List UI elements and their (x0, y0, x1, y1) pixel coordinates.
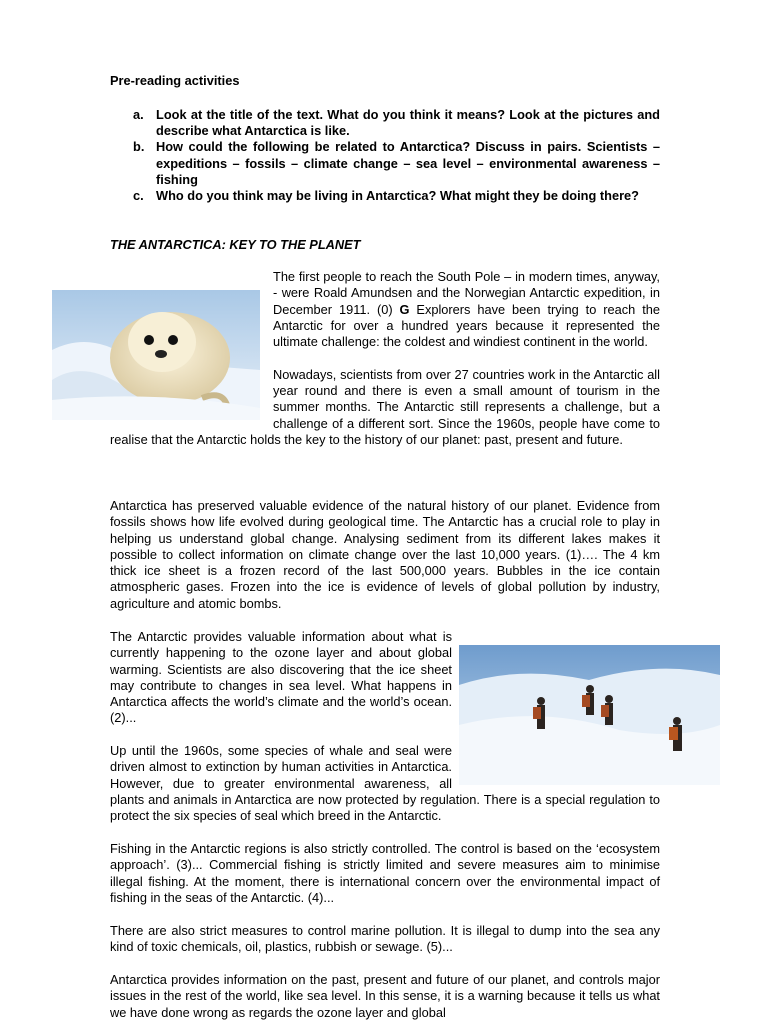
activity-marker: a. (133, 107, 144, 122)
image-spacer (452, 645, 660, 790)
article-title: THE ANTARCTICA: KEY TO THE PLANET (110, 237, 361, 252)
activity-marker: b. (133, 139, 145, 155)
paragraph-text: Explorers have been trying to reach the Antarctic for over a hundred years because it represented the ultimate challenge: the coldest and windiest continent in the world. (273, 301, 660, 350)
paragraph-3: Antarctica has preserved valuable evidence of the natural history of our planet. Evidence from fossils shows how life evolved during geological time. The Antarctic has a crucial role to play in helping us understand global change. Analysing sediment from its different lakes makes it possible to collect information on climate change over the last 10,000 years. (1)…. The 4 km thick ice sheet is a frozen record of the last 500,000 years. Bubbles in the ice contain atmospheric gases. Frozen into the ice is evidence of levels of global pollution by industry, agriculture and atomic bombs. (110, 498, 660, 611)
activity-text: How could the following be related to Antarctica? Discuss in pairs. Scientists – expeditions – fossils – climate change – sea level – environmental awareness – fishing (156, 139, 660, 187)
heading: Pre-reading activities (110, 73, 240, 88)
paragraph-7: There are also strict measures to control marine pollution. It is illegal to dump into the sea any kind of toxic chemicals, oil, plastics, rubbish or sewage. (5)... (110, 923, 660, 955)
image-spacer (110, 283, 273, 422)
activity-text: Who do you think may be living in Antarctica? What might they be doing there? (156, 188, 639, 204)
paragraph-6: Fishing in the Antarctic regions is also strictly controlled. The control is based on the ‘ecosystem approach’. (3)... Commercial fishing is strictly limited and severe measures aim to minimise illegal fishing. At the moment, there is international concern over the environmental impact of fishing in the seas of the Antarctic. (4)... (110, 841, 660, 905)
activity-marker: c. (133, 188, 144, 204)
paragraph-4-5 (110, 629, 660, 825)
paragraph-1 (110, 269, 660, 448)
activity-text: Look at the title of the text. What do you think it means? Look at the pictures and describe what Antarctica is like. (156, 107, 660, 139)
paragraph-text: The first people to reach the South Pole – in modern times, anyway, - were Roald Amundsen and the Norwegian Antarctic expedition, in December 1911. (0) (273, 269, 660, 317)
paragraph-8: Antarctica provides information on the past, present and future of our planet, and controls major issues in the rest of the world, like sea level. In this sense, it is a warning because it tells us what we have done wrong as regards the ozone layer and global (110, 972, 660, 1020)
activity-item (110, 139, 660, 188)
answer-letter: G (399, 301, 410, 317)
paragraph-2: Nowadays, scientists from over 27 countries work in the Antarctic all year round and there is even a small amount of tourism in the summer months. The Antarctic still represents a challenge, but a challenge of a different sort. Since the 1960s, people have come to realise that the Antarctic holds the key to the history of our planet: past, present and future. (110, 366, 660, 447)
paragraph-4: The Antarctic provides valuable information about what is currently happening to the ozone layer and about global warming. Scientists are also discovering that the ice sheet may contribute to changes in sea level. What happens in Antarctica affects the world’s climate and the world’s ocean. (2)... (110, 629, 452, 726)
paragraph-5: Up until the 1960s, some species of whale and seal were driven almost to extinction by human activities in Antarctica. However, due to greater environmental awareness, all plants and animals in Antarctica are now protected by regulation. There is a special regulation to protect the six species of seal which breed in the Antarctic. (110, 743, 660, 824)
pre-reading-activities (110, 107, 660, 204)
activity-item (110, 188, 660, 204)
activity-item (110, 107, 660, 139)
